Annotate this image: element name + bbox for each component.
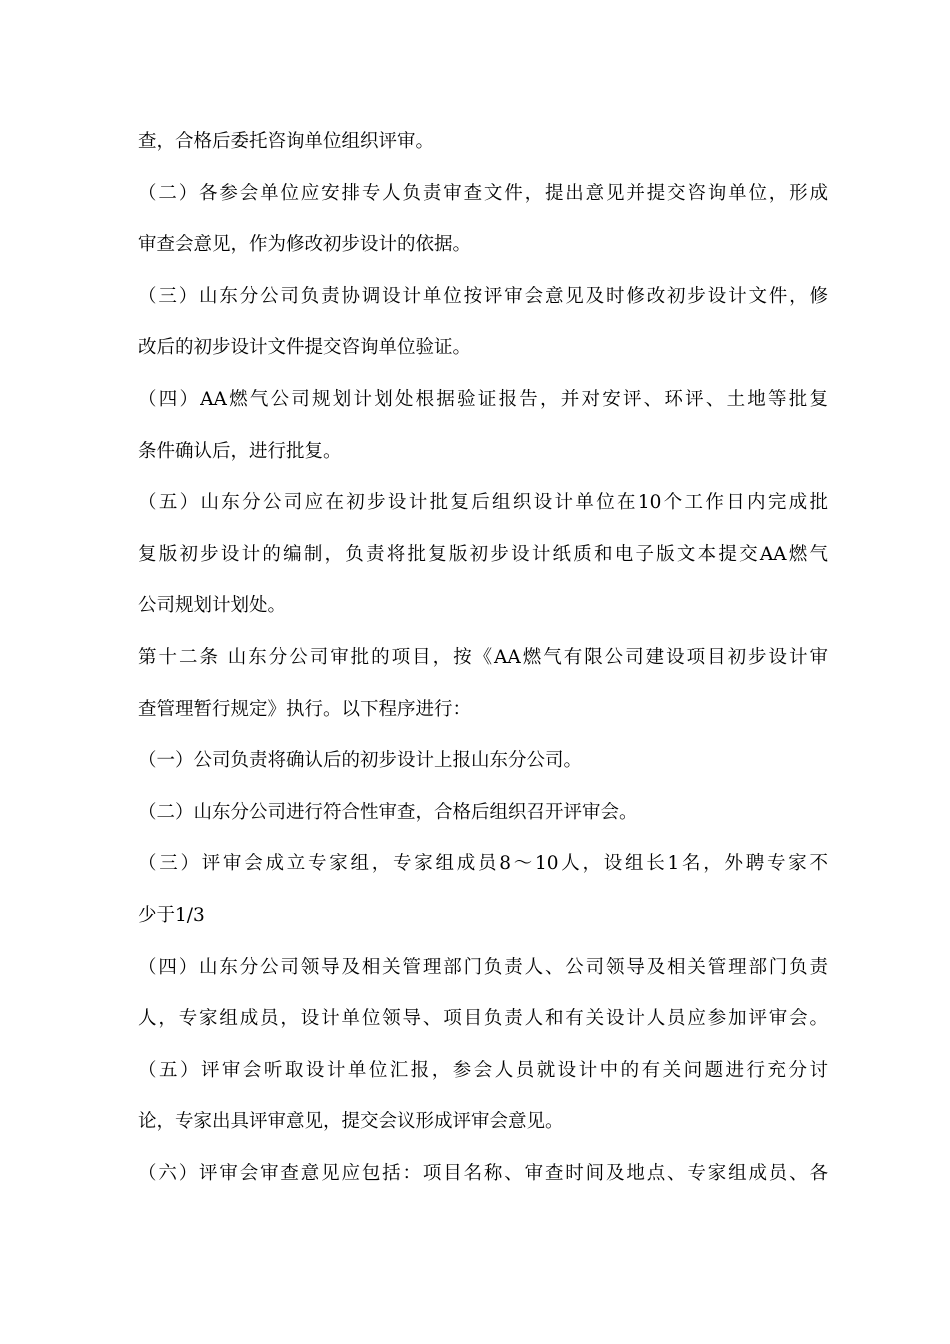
text-line: 改后的初步设计文件提交咨询单位验证。 bbox=[138, 337, 472, 359]
text-line: （一）公司负责将确认后的初步设计上报山东分公司。 bbox=[138, 750, 583, 772]
text-line: 审查会意见，作为修改初步设计的依据。 bbox=[138, 234, 472, 256]
text-line: （三）山东分公司负责协调设计单位按评审会意见及时修改初步设计文件，修 bbox=[138, 285, 828, 307]
text-line: 公司规划计划处。 bbox=[138, 595, 287, 617]
text-line: 条件确认后，进行批复。 bbox=[138, 440, 342, 462]
text-line: 人，专家组成员，设计单位领导、项目负责人和有关设计人员应参加评审会。 bbox=[138, 1008, 828, 1030]
text-line: （五）山东分公司应在初步设计批复后组织设计单位在10个工作日内完成批 bbox=[138, 492, 828, 514]
document-body bbox=[138, 122, 828, 1205]
article-heading-line: 第十二条 山东分公司审批的项目，按《AA燃气有限公司建设项目初步设计审 bbox=[138, 646, 828, 668]
text-line: 查，合格后委托咨询单位组织评审。 bbox=[138, 131, 435, 152]
text-line: （四）AA燃气公司规划计划处根据验证报告，并对安评、环评、土地等批复 bbox=[138, 388, 828, 410]
text-line: 复版初步设计的编制，负责将批复版初步设计纸质和电子版文本提交AA燃气 bbox=[138, 543, 828, 565]
text-line: （五）评审会听取设计单位汇报，参会人员就设计中的有关问题进行充分讨 bbox=[138, 1059, 828, 1081]
text-line: 论，专家出具评审意见，提交会议形成评审会意见。 bbox=[138, 1111, 564, 1133]
text-line: （二）山东分公司进行符合性审查，合格后组织召开评审会。 bbox=[138, 801, 638, 823]
text-line: 查管理暂行规定》执行。以下程序进行： bbox=[138, 698, 472, 720]
text-line: （四）山东分公司领导及相关管理部门负责人、公司领导及相关管理部门负责 bbox=[138, 956, 828, 978]
text-line: （二）各参会单位应安排专人负责审查文件，提出意见并提交咨询单位，形成 bbox=[138, 182, 828, 204]
text-line: 少于1/3 bbox=[138, 904, 205, 926]
text-line: （六）评审会审查意见应包括：项目名称、审查时间及地点、专家组成员、各 bbox=[138, 1162, 828, 1184]
text-line: （三）评审会成立专家组，专家组成员8〜10人，设组长1名，外聘专家不 bbox=[138, 853, 828, 875]
